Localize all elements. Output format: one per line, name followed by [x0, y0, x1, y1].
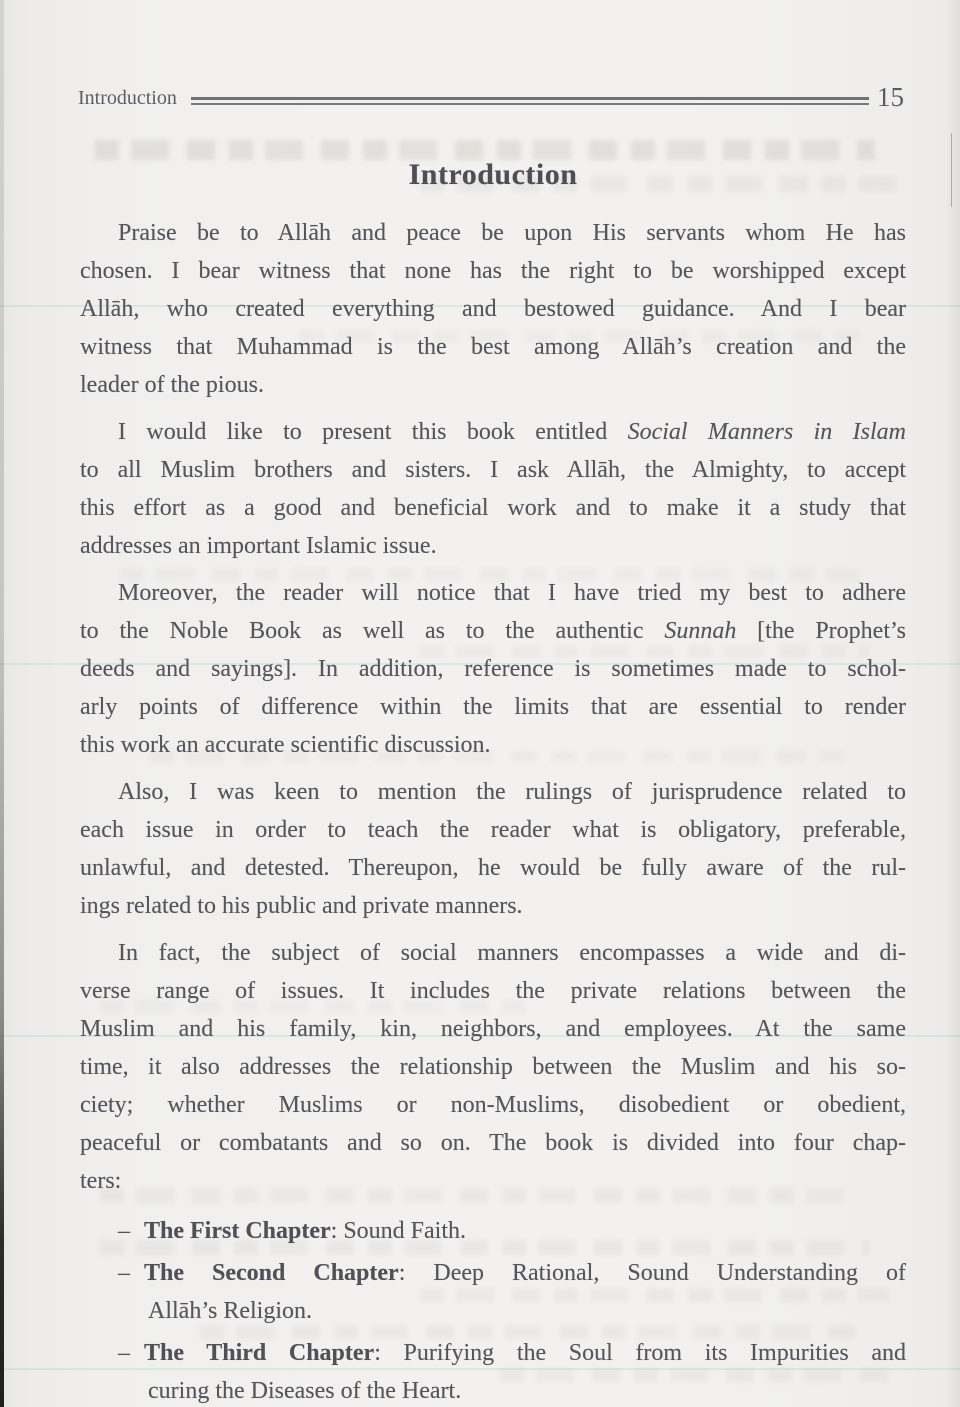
- list-bullet-dash: –: [118, 1260, 130, 1286]
- text-segment: time, it also addresses the relationship between the Muslim and his so-: [80, 1054, 906, 1080]
- list-bullet-dash: –: [118, 1340, 130, 1366]
- text-line: [80, 413, 906, 451]
- text-segment: curing the Diseases of the Heart.: [148, 1378, 462, 1404]
- text-segment: Allāh’s Religion.: [148, 1298, 312, 1324]
- text-segment: ters:: [80, 1168, 122, 1194]
- text-line: [80, 1010, 906, 1048]
- text-segment: this effort as a good and beneficial work and to make it a study that: [80, 495, 906, 521]
- text-line: [80, 527, 906, 565]
- text-line: [80, 1124, 906, 1162]
- text-segment: verse range of issues. It includes the private relations between the: [80, 978, 906, 1004]
- text-segment: : Purifying the Soul from its Impurities and: [374, 1340, 906, 1366]
- text-segment: to the Noble Book as well as to the authentic: [80, 618, 665, 644]
- text-line: [80, 1086, 906, 1124]
- text-segment: [the Prophet’s: [736, 618, 906, 644]
- list-item: [118, 1212, 906, 1250]
- text-segment: addresses an important Islamic issue.: [80, 533, 437, 559]
- text-column: [80, 214, 906, 1407]
- text-line: [80, 1048, 906, 1086]
- text-line: [80, 252, 906, 290]
- text-segment: ciety; whether Muslims or non-Muslims, disobedient or obedient,: [80, 1092, 906, 1118]
- text-segment: unlawful, and detested. Thereupon, he would be fully aware of the rul-: [80, 855, 906, 881]
- text-line: [80, 1162, 906, 1200]
- text-segment: Muslim and his family, kin, neighbors, and employees. At the same: [80, 1016, 906, 1042]
- text-line: [80, 849, 906, 887]
- header-double-rule: [191, 97, 869, 106]
- text-segment: Social Manners in Islam: [627, 419, 907, 445]
- text-segment: Sunnah: [664, 618, 737, 644]
- text-segment: each issue in order to teach the reader what is obligatory, preferable,: [80, 817, 906, 843]
- text-segment: : Deep Rational, Sound Understanding of: [398, 1260, 907, 1286]
- text-line: [80, 214, 906, 252]
- text-segment: Praise be to Allāh and peace be upon His servants whom He has: [118, 220, 906, 246]
- text-line: [80, 612, 906, 650]
- list-bullet-dash: –: [118, 1218, 130, 1244]
- text-line: [80, 650, 906, 688]
- list-item: [118, 1334, 906, 1407]
- paragraph: [80, 413, 906, 565]
- text-line: [80, 574, 906, 612]
- text-line: [80, 887, 906, 925]
- running-header-section-label: Introduction: [78, 87, 177, 109]
- paragraph: [80, 934, 906, 1200]
- text-line: [80, 366, 906, 404]
- text-line: [80, 489, 906, 527]
- text-segment: chosen. I bear witness that none has the right to be worshipped except: [80, 258, 906, 284]
- text-segment: In fact, the subject of social manners encompasses a wide and di-: [118, 940, 906, 966]
- text-line: [118, 1254, 906, 1292]
- paragraph: [80, 214, 906, 404]
- text-segment: I would like to present this book entitled: [118, 419, 628, 445]
- text-segment: witness that Muhammad is the best among Allāh’s creation and the: [80, 334, 906, 360]
- text-line: [80, 451, 906, 489]
- text-line: [118, 1372, 906, 1407]
- text-segment: leader of the pious.: [80, 372, 264, 398]
- paragraph: [80, 773, 906, 925]
- text-segment: The First Chapter: [144, 1218, 331, 1244]
- paragraph: [80, 574, 906, 764]
- text-segment: Allāh, who created everything and bestowed guidance. And I bear: [80, 296, 906, 322]
- text-line: [80, 290, 906, 328]
- text-segment: deeds and sayings]. In addition, reference is sometimes made to schol-: [80, 656, 906, 682]
- text-segment: The Third Chapter: [144, 1340, 375, 1366]
- list-item: [118, 1254, 906, 1330]
- text-line: [80, 972, 906, 1010]
- text-line: [80, 773, 906, 811]
- text-line: [80, 328, 906, 366]
- text-segment: The Second Chapter: [144, 1260, 399, 1286]
- text-line: [80, 726, 906, 764]
- text-line: [80, 934, 906, 972]
- text-segment: ings related to his public and private manners.: [80, 893, 523, 919]
- text-line: [118, 1334, 906, 1372]
- text-segment: Moreover, the reader will notice that I have tried my best to adhere: [118, 580, 906, 606]
- text-segment: : Sound Faith.: [330, 1218, 467, 1244]
- text-segment: arly points of difference within the limits that are essential to render: [80, 694, 906, 720]
- text-line: [118, 1292, 906, 1330]
- text-segment: Also, I was keen to mention the rulings of jurisprudence related to: [118, 779, 906, 805]
- scan-left-edge-shadow: [0, 0, 4, 1407]
- text-line: [80, 811, 906, 849]
- page-number: 15: [877, 82, 904, 112]
- text-segment: this work an accurate scientific discussion.: [80, 732, 491, 758]
- text-line: [80, 688, 906, 726]
- text-line: [118, 1212, 906, 1250]
- page-title: Introduction: [408, 158, 578, 191]
- text-segment: peaceful or combatants and so on. The book is divided into four chap-: [80, 1130, 906, 1156]
- scan-right-edge-shadow: [946, 0, 960, 1407]
- running-header: [78, 84, 904, 112]
- page-edge-mark: [951, 133, 952, 207]
- text-segment: to all Muslim brothers and sisters. I ask Allāh, the Almighty, to accept: [80, 457, 906, 483]
